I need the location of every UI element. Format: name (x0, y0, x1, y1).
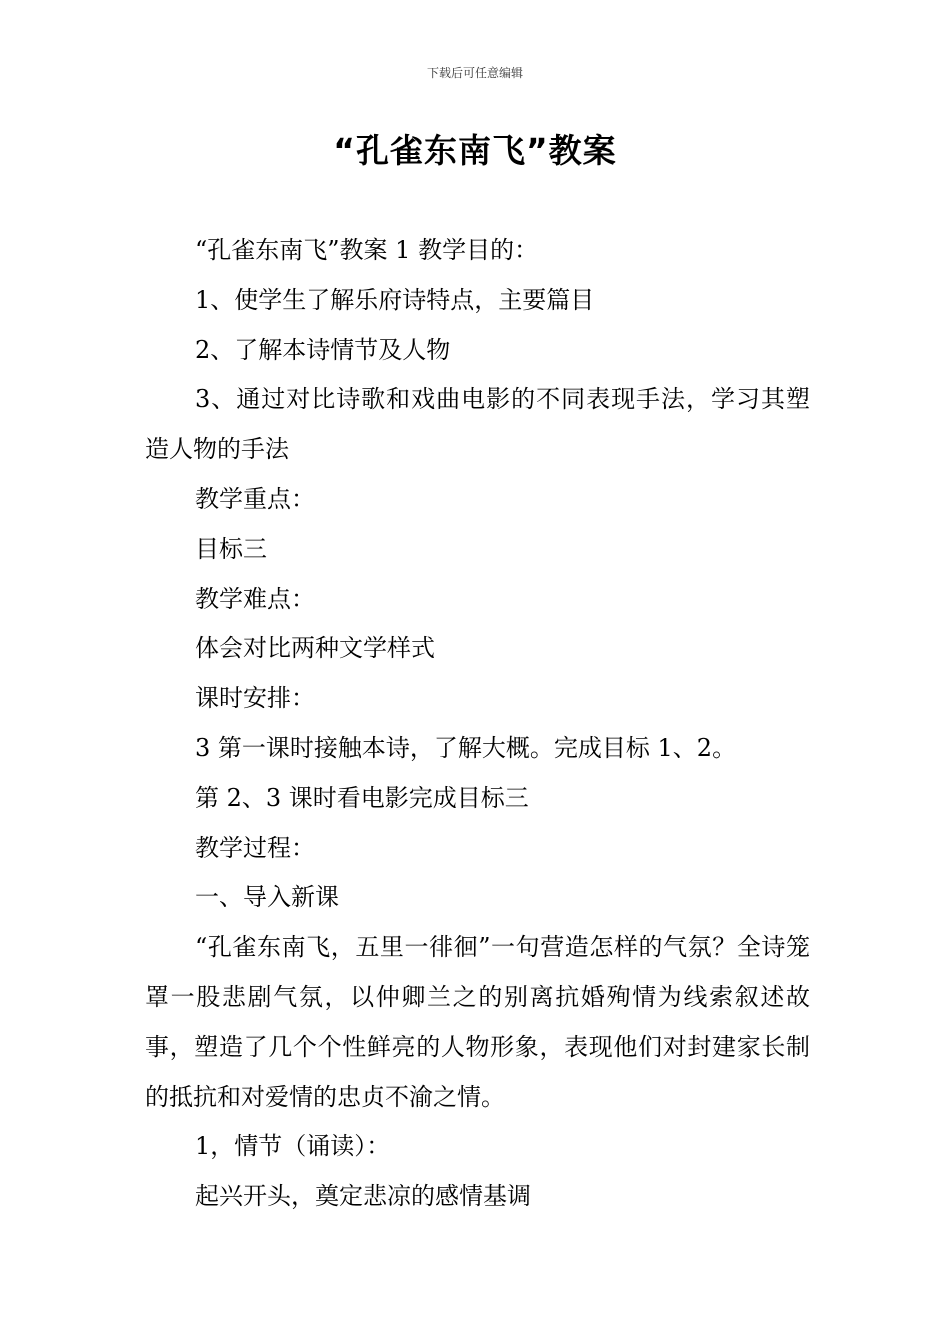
paragraph: “孔雀东南飞，五里一徘徊”一句营造怎样的气氛？全诗笼罩一股悲剧气氛，以仲卿兰之的别离抗婚殉情为线索叙述故事，塑造了几个个性鲜亮的人物形象，表现他们对封建家长制的抵抗和对爱情的忠贞不渝之情。 (145, 933, 810, 1111)
paragraph: 3、通过对比诗歌和戏曲电影的不同表现手法，学习其塑造人物的手法 (145, 385, 810, 464)
paragraph: 1、使学生了解乐府诗特点，主要篇目 (195, 285, 595, 314)
paragraph: 第 2、3 课时看电影完成目标三 (195, 783, 529, 812)
document-title: “孔雀东南飞”教案 (333, 131, 617, 170)
paragraph: 课时安排： (195, 684, 315, 713)
paragraph: 1，情节（诵读）： (195, 1132, 391, 1161)
paragraph: “孔雀东南飞”教案 1 教学目的： (195, 236, 539, 264)
paragraph: 目标三 (195, 534, 267, 563)
header-note: 下载后可任意编辑 (426, 66, 523, 80)
paragraph: 体会对比两种文学样式 (195, 634, 435, 663)
paragraph: 教学重点： (195, 484, 315, 513)
document-body (145, 226, 810, 1222)
paragraph: 教学难点： (195, 584, 315, 613)
paragraph: 教学过程： (195, 833, 315, 862)
paragraph: 3 第一课时接触本诗，了解大概。完成目标 1、2。 (195, 733, 737, 762)
paragraph: 2、了解本诗情节及人物 (195, 335, 451, 364)
paragraph: 起兴开头，奠定悲凉的感情基调 (195, 1182, 531, 1211)
paragraph: 一、导入新课 (195, 883, 339, 912)
